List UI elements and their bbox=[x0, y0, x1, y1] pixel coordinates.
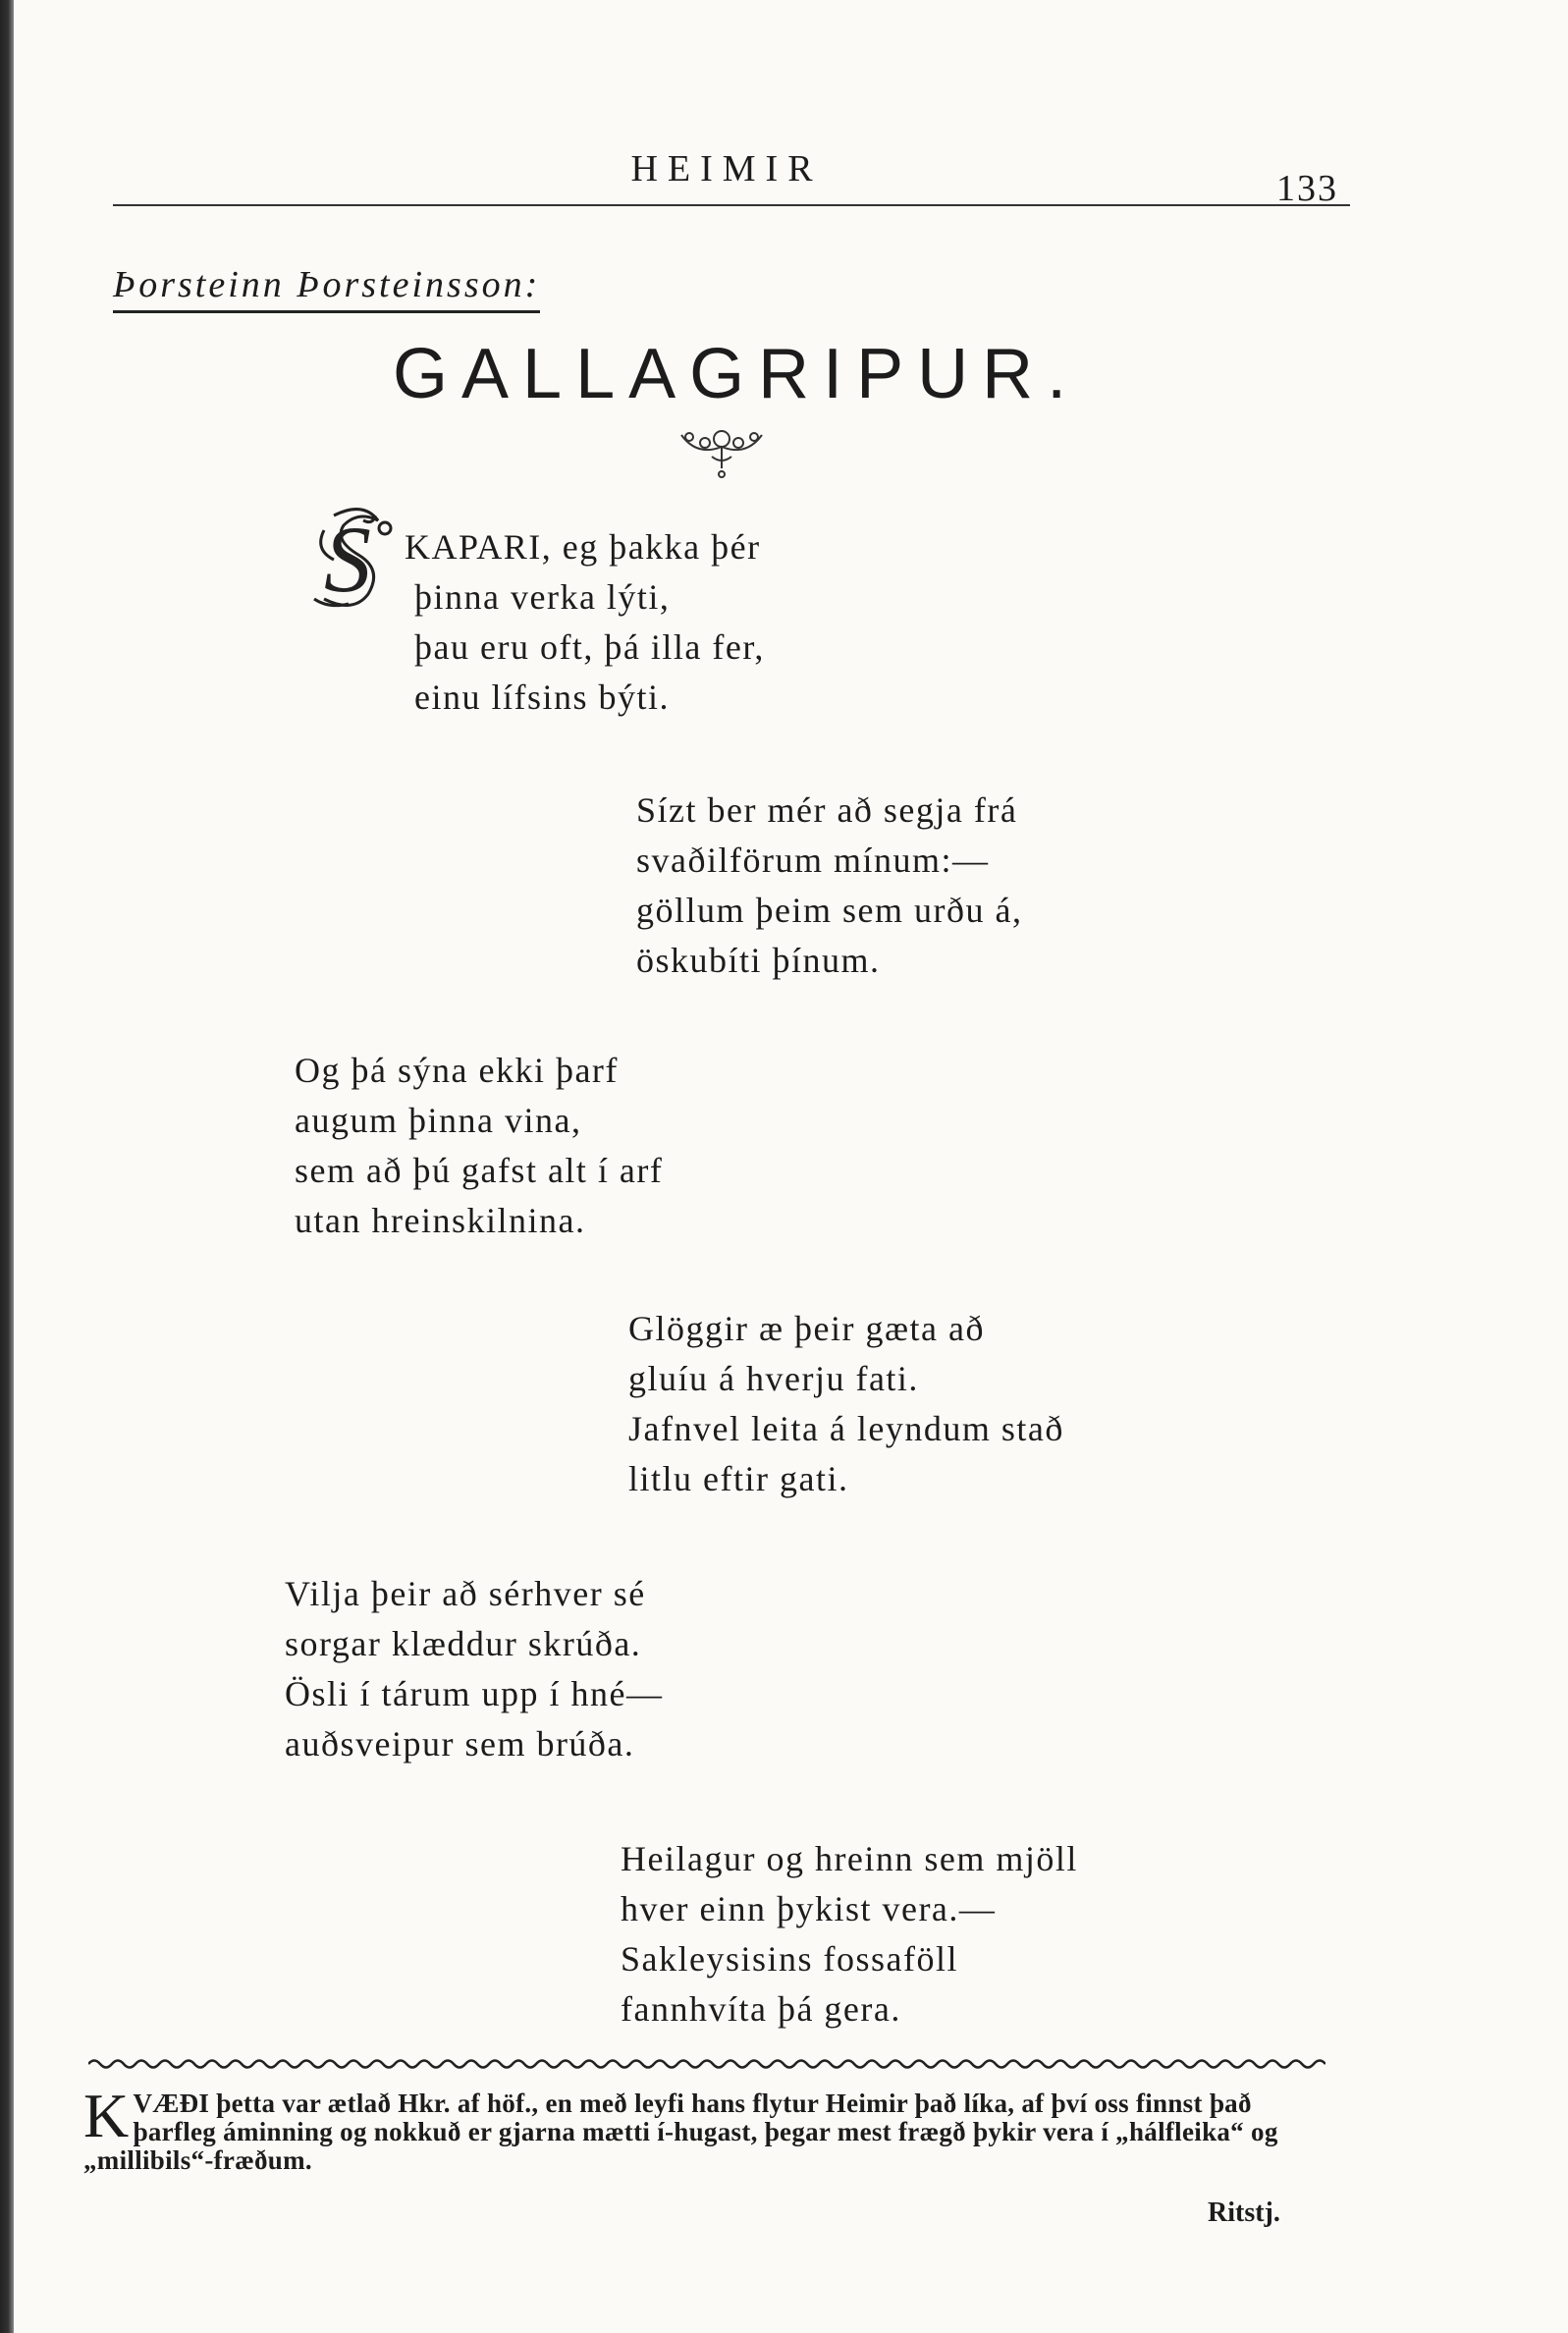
poem-line: Og þá sýna ekki þarf bbox=[295, 1051, 619, 1090]
stanza-2 bbox=[636, 786, 1022, 986]
poem-line: Sakleysisins fossaföll bbox=[621, 1939, 958, 1979]
poem-line: Sízt ber mér að segja frá bbox=[636, 790, 1018, 830]
poem-line: þinna verka lýti, bbox=[414, 577, 671, 617]
poem-line: Jafnvel leita á leyndum stað bbox=[628, 1409, 1064, 1448]
editor-signature: Ritstj. bbox=[1208, 2197, 1280, 2228]
poem-line: hver einn þykist vera.— bbox=[621, 1889, 997, 1928]
poem-line: KAPARI, eg þakka þér bbox=[405, 527, 761, 567]
book-spine-shadow bbox=[0, 0, 14, 2333]
poem-line: Vilja þeir að sérhver sé bbox=[285, 1574, 646, 1613]
poem-line: göllum þeim sem urðu á, bbox=[636, 891, 1023, 930]
poem-line: Ösli í tárum upp í hné— bbox=[285, 1674, 664, 1713]
poem-line: Heilagur og hreinn sem mjöll bbox=[621, 1839, 1078, 1878]
poem-line: sem að þú gafst alt í arf bbox=[295, 1151, 664, 1190]
stanza-5 bbox=[285, 1569, 663, 1769]
decorated-dropcap-icon bbox=[304, 501, 403, 619]
poem-line: svaðilförum mínum:— bbox=[636, 841, 990, 880]
running-header-title: HEIMIR bbox=[630, 148, 823, 190]
poem-line: Glöggir æ þeir gæta að bbox=[628, 1309, 985, 1348]
stanza-4 bbox=[628, 1304, 1064, 1504]
poem-line: litlu eftir gati. bbox=[628, 1459, 849, 1498]
poem-line: sorgar klæddur skrúða. bbox=[285, 1624, 642, 1663]
poem-line: þau eru oft, þá illa fer, bbox=[414, 627, 765, 667]
poem-line: öskubíti þínum. bbox=[636, 941, 881, 980]
stanza-1 bbox=[405, 522, 765, 723]
note-initial: K bbox=[83, 2081, 130, 2150]
dropcap-letter: S bbox=[324, 507, 371, 612]
floral-ornament-icon bbox=[668, 417, 776, 486]
stanza-6 bbox=[621, 1834, 1078, 2035]
poem-line: auðsveipur sem brúða. bbox=[285, 1724, 635, 1763]
note-text: VÆÐI þetta var ætlað Hkr. af höf., en með leyfi hans flytur Heimir það líka, af því oss finnst það þarfleg áminning og nokkuð er gjarna mætti í-hugast, þegar mest frægð þykir vera í „hálfleika“ og „millibils“-fræðum. bbox=[83, 2089, 1278, 2175]
header-rule bbox=[113, 204, 1350, 206]
wavy-divider bbox=[88, 2054, 1325, 2074]
stanza-3 bbox=[295, 1046, 663, 1246]
page-number: 133 bbox=[1276, 168, 1338, 209]
poem-line: einu lífsins býti. bbox=[414, 678, 670, 717]
editor-note bbox=[83, 2081, 1325, 2175]
poem-line: fannhvíta þá gera. bbox=[621, 1989, 901, 2029]
author-byline: Þorsteinn Þorsteinsson: bbox=[113, 263, 540, 313]
poem-title: GALLAGRIPUR. bbox=[393, 335, 1081, 413]
poem-line: gluíu á hverju fati. bbox=[628, 1359, 919, 1398]
poem-line: augum þinna vina, bbox=[295, 1101, 582, 1140]
poem-line: utan hreinskilnina. bbox=[295, 1201, 586, 1240]
